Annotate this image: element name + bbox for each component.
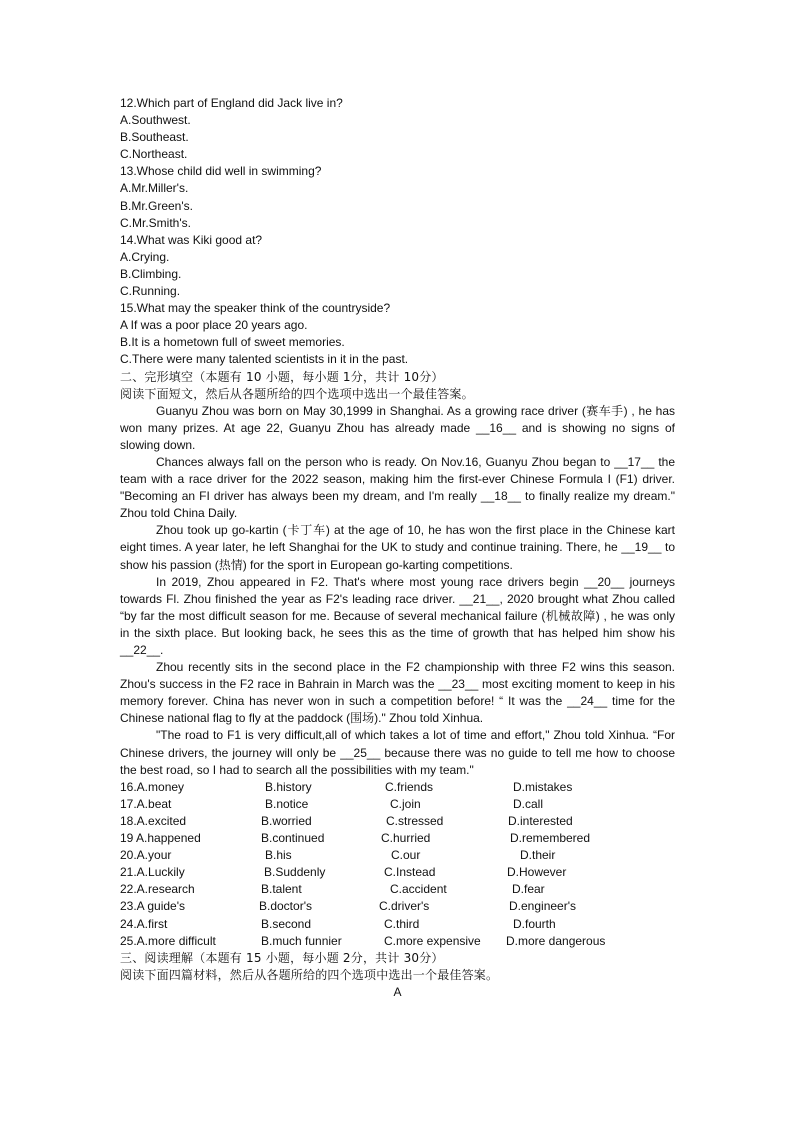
option-a: 17.A.beat	[120, 796, 172, 811]
question-text: 15.What may the speaker think of the countryside?	[120, 301, 391, 316]
option-row	[120, 881, 675, 898]
exam-page	[120, 95, 675, 1001]
option-b: B.talent	[261, 882, 302, 897]
option-a: 23.A guide's	[120, 899, 186, 914]
option-b: B.worried	[261, 813, 312, 828]
option-c: C.driver's	[379, 899, 430, 914]
option-row	[120, 813, 675, 830]
passage-paragraph: In 2019, Zhou appeared in F2. That's where most young race drivers begin __20__ journeys towards Fl. Zhou finished the year as F2's leading race driver. __21__, 2020 brought what Zhou called “by far the most difficult season for me. Because of several mechanical failure (机械故障) , he was only in the sixth place. But looking back, he sees this as the time of growth that has helped him show his __22__.	[120, 574, 675, 657]
option: A.Southwest.	[120, 113, 191, 128]
option: C.Mr.Smith's.	[120, 215, 191, 230]
option-row	[120, 933, 675, 950]
option-a: 18.A.excited	[120, 813, 187, 828]
question-text: 14.What was Kiki good at?	[120, 232, 263, 247]
section-heading: 二、完形填空（本题有 10 小题，每小题 1分，共计 10分）	[120, 369, 444, 384]
option-row	[120, 830, 675, 847]
option-a: 19 A.happened	[120, 831, 201, 846]
section-instruction: 阅读下面短文，然后从各题所给的四个选项中选出一个最佳答案。	[120, 386, 474, 401]
question-text: 12.Which part of England did Jack live in?	[120, 96, 343, 110]
option-b: B.continued	[261, 831, 325, 846]
option-c: C.third	[384, 916, 420, 931]
option-b: B.notice	[265, 796, 309, 811]
option-b: B.his	[265, 848, 292, 863]
option-c: C.friends	[385, 779, 434, 794]
option-c: C.hurried	[381, 831, 431, 846]
option-c: C.stressed	[386, 813, 444, 828]
option: C.Running.	[120, 284, 181, 299]
option-a: 22.A.research	[120, 882, 195, 897]
option: B.Mr.Green's.	[120, 198, 193, 213]
listening-question	[120, 300, 675, 368]
passage-paragraph: Zhou took up go-kartin (卡丁车) at the age of 10, he has won the first place in the Chinese kart eight times. A year later, he left Shanghai for the UK to study and continue training. There, he __19__ to show his passion (热情) for the sport in European go-karting competitions.	[120, 523, 675, 572]
option: A.Mr.Miller's.	[120, 181, 189, 196]
option: B.Climbing.	[120, 266, 182, 281]
option: C.Northeast.	[120, 147, 188, 162]
passage-label: A	[393, 984, 402, 999]
option-d: D.remembered	[510, 831, 591, 846]
option-a: 25.A.more difficult	[120, 933, 216, 948]
listening-question	[120, 232, 675, 300]
option-row	[120, 847, 675, 864]
option-a: 20.A.your	[120, 848, 172, 863]
option: C.There were many talented scientists in it in the past.	[120, 352, 409, 367]
section-instruction: 阅读下面四篇材料，然后从各题所给的四个选项中选出一个最佳答案。	[120, 967, 499, 982]
passage-paragraph: Guanyu Zhou was born on May 30,1999 in Shanghai. As a growing race driver (赛车手) , he has won many prizes. At age 22, Guanyu Zhou has already made __16__ and is showing no signs of slowing down.	[120, 403, 675, 452]
option-d: D.fourth	[513, 916, 556, 931]
option-row	[120, 898, 675, 915]
option: B.It is a hometown full of sweet memories.	[120, 335, 345, 350]
option: B.Southeast.	[120, 130, 189, 145]
option-b: B.history	[265, 779, 312, 794]
option-c: C.join	[390, 796, 421, 811]
option: A If was a poor place 20 years ago.	[120, 318, 308, 333]
option-d: D.more dangerous	[506, 933, 606, 948]
option-d: D.interested	[508, 813, 573, 828]
option-a: 16.A.money	[120, 779, 185, 794]
option-c: C.accident	[390, 882, 447, 897]
option-a: 21.A.Luckily	[120, 865, 185, 880]
option-d: D.mistakes	[513, 779, 573, 794]
option-c: C.our	[391, 848, 421, 863]
option-b: B.second	[261, 916, 312, 931]
option-row	[120, 796, 675, 813]
option-c: C.more expensive	[384, 933, 481, 948]
option-a: 24.A.first	[120, 916, 168, 931]
option-row	[120, 916, 675, 933]
option-b: B.doctor's	[259, 899, 312, 914]
passage-paragraph: "The road to F1 is very difficult,all of which takes a lot of time and effort," Zhou told Xinhua. “For Chinese drivers, the journey will only be __25__ because there was no guide to tell me how to choose the best road, so I had to search all the possibilities with my team."	[120, 728, 675, 777]
cloze-options	[120, 779, 675, 950]
option-b: B.Suddenly	[264, 865, 326, 880]
option-b: B.much funnier	[261, 933, 342, 948]
option-row	[120, 864, 675, 881]
question-text: 13.Whose child did well in swimming?	[120, 164, 322, 179]
option-row	[120, 779, 675, 796]
option-d: D.their	[520, 848, 556, 863]
option: A.Crying.	[120, 249, 170, 264]
option-d: D.call	[513, 796, 544, 811]
section-heading: 三、阅读理解（本题有 15 小题，每小题 2分，共计 30分）	[120, 950, 444, 965]
listening-question	[120, 95, 675, 163]
option-c: C.Instead	[384, 865, 436, 880]
option-d: D.However	[507, 865, 567, 880]
option-d: D.engineer's	[509, 899, 576, 914]
listening-question	[120, 163, 675, 231]
passage-paragraph: Chances always fall on the person who is ready. On Nov.16, Guanyu Zhou began to __17__ the team with a race driver for the 2022 season, making him the first-ever Chinese Formula I (F1) driver. "Becoming an FI driver has always been my dream, and I'm really __18__ to finally realize my dream." Zhou told China Daily.	[120, 454, 675, 521]
option-d: D.fear	[512, 882, 545, 897]
passage-paragraph: Zhou recently sits in the second place in the F2 championship with three F2 wins this season. Zhou's success in the F2 race in Bahrain in March was the __23__ most exciting moment to keep in his memory forever. China has never won in such a competition before! “ It was the __24__ time for the Chinese national flag to fly at the paddock (围场)." Zhou told Xinhua.	[120, 660, 675, 726]
